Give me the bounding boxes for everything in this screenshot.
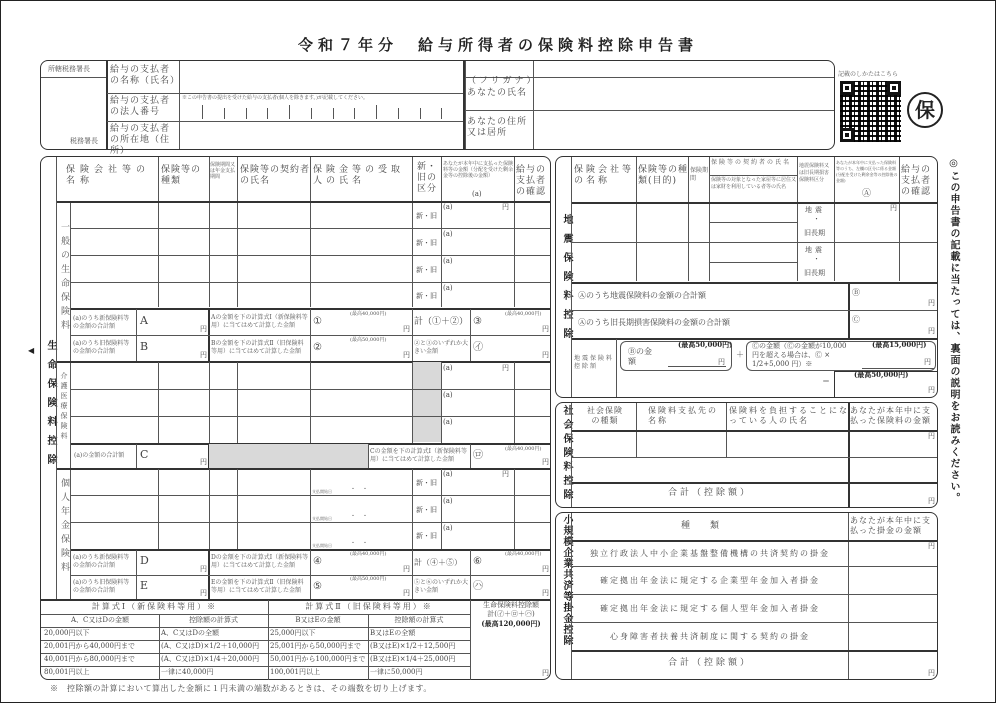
pension-label: 個人年金保険料 <box>59 478 69 576</box>
yen-unit: 円 <box>200 589 207 597</box>
eq-category-1[interactable]: 地震 <box>805 206 825 214</box>
formula-cell: (B又はE)×1/2＋12,500円 <box>370 642 456 650</box>
your-address-label: あなたの住所又は居所 <box>467 117 528 138</box>
insurance-stamp-icon: 保 <box>907 92 943 128</box>
yen-unit: 円 <box>928 542 935 550</box>
your-name-label: あなたの氏名 <box>467 88 528 98</box>
max-label: (最高40,000円) <box>350 311 387 317</box>
furigana-input[interactable] <box>535 62 833 77</box>
max-label: (最高40,000円) <box>505 551 542 557</box>
pay-start-label: 支払開始日 <box>312 543 332 548</box>
payer-corp-no-input[interactable] <box>180 102 462 120</box>
yen-unit: 円 <box>200 565 207 573</box>
col-header-recipient: 保険金等の受取人の氏名 <box>313 165 405 186</box>
circle-i: ㋑ <box>473 342 483 353</box>
payer-name-input[interactable] <box>181 62 461 92</box>
formula-2-col2-header: 控除額の計算式 <box>394 616 444 624</box>
a-mark: (a) <box>443 203 453 211</box>
eq-category-2[interactable]: 地震 <box>805 246 825 254</box>
eq-category-dot: ・ <box>813 255 820 263</box>
a-mark-letter: A <box>140 314 149 327</box>
formula-1-col2-header: 控除額の計算式 <box>189 616 238 624</box>
d-calc-label: Dの金額を下の計算式Ⅰ（新保険料等用）に当てはめて計算した金額 <box>211 554 309 569</box>
pay-start-date[interactable]: ・ ・ <box>350 540 369 547</box>
qr-code-icon[interactable] <box>840 81 901 142</box>
circle-ha: ㋩ <box>473 581 483 592</box>
c-calc-label: Ⓒの金額（Ⓒの金額が10,000円を超える場合は、Ⓒ × 1/2+5,000 円）※ <box>752 342 847 368</box>
c-mark-letter: C <box>140 448 150 461</box>
eq-col-header-type: 保険等の種類(目的) <box>638 165 689 186</box>
side-instruction-note: ◎この申告書の記載に当たっては、裏面の説明をお読みください。 <box>948 158 959 504</box>
eq-col-header-insured: 保険等の対象となった家屋等に居住又は家財を利用している者等の氏名 <box>711 177 797 190</box>
e-calc-label: Eの金額を下の計算式Ⅱ（旧保険料等用）に当てはめて計算した金額 <box>211 579 304 594</box>
new-old-7[interactable]: 新・旧 <box>416 532 437 540</box>
c-label: (a)の金額の合計額 <box>74 452 125 459</box>
sb-amount-input-3[interactable] <box>850 596 936 621</box>
formula-cell: 50,001円から100,000円まで <box>270 655 366 663</box>
c-max-label: (最高15,000円) <box>872 340 927 349</box>
new-old-6[interactable]: 新・旧 <box>416 506 437 514</box>
a-mark: (a) <box>443 364 453 372</box>
a-mark: (a) <box>443 230 453 238</box>
eq-col-header-contractor: 保険等の契約者の氏名 <box>711 159 792 166</box>
formula-cell: 25,000円以下 <box>270 629 316 637</box>
larger-5-6-label: ⑤と⑥のいずれか大きい金額 <box>414 579 469 594</box>
yen-unit: 円 <box>403 325 410 333</box>
col-header-period: 保険期間又は年金支払期間 <box>210 162 236 180</box>
life-total-max: (最高120,000円) <box>481 619 541 628</box>
formula-cell: (B又はE)×1/4＋25,000円 <box>370 655 456 663</box>
eq-old-sum-label: Ⓐのうち旧長期損害保険料の金額の合計額 <box>578 318 730 327</box>
payer-corp-no-label: 給与の支払者の法人番号 <box>110 96 171 117</box>
yen-unit: 円 <box>542 458 549 466</box>
sum-1-2-label: 計（①＋②） <box>414 317 469 327</box>
formula-cell: 80,001円以上 <box>44 668 90 676</box>
yen-unit: 円 <box>928 386 935 394</box>
circle-2: ② <box>313 342 322 353</box>
formula-cell: 一律に40,000円 <box>161 668 214 676</box>
a-calc-label: Aの金額を下の計算式Ⅰ（新保険料等用）に当てはめて計算した金額 <box>211 314 308 329</box>
col-header-new-old: 新・旧の区分 <box>416 162 437 194</box>
new-old-1[interactable]: 新・旧 <box>416 212 437 220</box>
d-mark-letter: D <box>140 554 150 567</box>
b-label: (a)のうち旧保険料等の金額の合計額 <box>73 340 130 355</box>
e-mark-letter: E <box>140 579 150 592</box>
sb-item-1: 独立行政法人中小企業基盤整備機構の共済契約の掛金 <box>590 549 830 558</box>
eq-sum-label: Ⓐのうち地震保険料の金額の合計額 <box>578 291 706 300</box>
sb-amount-input-2[interactable] <box>850 568 936 593</box>
eq-col-header-period: 保険期間 <box>690 167 709 182</box>
eq-col-header-amount: あなたが本年中に支払った保険料等のうち、左欄の区分に係る金額(分配を受けた剰余金等の控除後の金額) <box>836 160 898 183</box>
sum-4-5-label: 計（④＋⑤） <box>414 558 462 567</box>
your-address-input[interactable] <box>535 112 833 148</box>
circle-3: ③ <box>473 316 482 327</box>
formula-2-col1-header: B又はEの金額 <box>295 616 341 624</box>
yen-unit: 円 <box>542 325 549 333</box>
b-max-label: (最高50,000円) <box>678 340 733 349</box>
sb-total-label: 合計（控除額） <box>667 658 752 668</box>
col-header-contractor: 保険等の契約者の氏名 <box>240 165 311 186</box>
yen-unit: 円 <box>403 589 410 597</box>
eq-category-2-old[interactable]: 旧長期 <box>804 269 825 277</box>
new-old-4[interactable]: 新・旧 <box>416 292 437 300</box>
yen-unit: 円 <box>403 351 410 359</box>
c-calc-label: Cの金額を下の計算式Ⅰ（新保険料等用）に当てはめて計算した金額 <box>370 448 467 463</box>
a-mark: (a) <box>443 524 453 532</box>
new-old-3[interactable]: 新・旧 <box>416 266 437 274</box>
sb-col-header-amount: あなたが本年中に支払った掛金の金額 <box>850 516 931 535</box>
larger-2-3-label: ②と③のいずれか大きい金額 <box>414 340 469 355</box>
yen-unit: 円 <box>542 669 549 677</box>
tax-office-label-bottom: 税務署長 <box>70 137 98 145</box>
furigana-label: （フリガナ） <box>467 76 539 86</box>
a-mark: (a) <box>443 391 453 399</box>
life-total-formula: 計(㋑＋㋺＋㋩) <box>487 610 535 618</box>
life-total-input[interactable] <box>472 630 548 678</box>
eq-col-header-category: 地震保険料又は旧長期損害保険料区分 <box>799 163 830 183</box>
a-mark: (a) <box>443 257 453 265</box>
a-mark: (a) <box>443 497 453 505</box>
a-label: (a)のうち新保険料等の金額の合計額 <box>73 315 130 330</box>
social-col-header-payee: 保険料支払先の名称 <box>648 406 718 425</box>
social-col-header-amount: あなたが本年中に支払った保険料の金額 <box>850 406 931 425</box>
sb-item-4: 心身障害者扶養共済制度に関する契約の掛金 <box>610 632 810 641</box>
pay-start-label: 支払開始日 <box>312 516 332 521</box>
yen-unit: 円 <box>403 565 410 573</box>
circle-ro: ㋺ <box>473 450 483 461</box>
formula-cell: 20,000円以下 <box>44 629 90 637</box>
formula-cell: 一律に50,000円 <box>370 668 423 676</box>
form-title: 令和７年分 給与所得者の保険料控除申告書 <box>297 36 698 54</box>
col-header-amount-sub: (a) <box>472 190 482 198</box>
yen-unit: 円 <box>502 364 509 372</box>
care-medical-label: 介護医療保険料 <box>60 372 68 442</box>
eq-mark-b: Ⓑ <box>852 288 860 297</box>
pay-start-date[interactable]: ・ ・ <box>350 486 369 493</box>
max-label: (最高40,000円) <box>505 311 542 317</box>
yen-unit: 円 <box>928 299 935 307</box>
e-label: (a)のうち旧保険料等の金額の合計額 <box>73 579 130 594</box>
formula-1-col1-header: A、C又はDの金額 <box>70 616 130 624</box>
circle-6: ⑥ <box>473 556 482 567</box>
pay-start-label: 支払開始日 <box>312 489 332 494</box>
yen-unit: 円 <box>928 497 935 505</box>
social-total-label: 合計（控除額） <box>667 488 752 498</box>
yen-unit: 円 <box>928 669 935 677</box>
max-label: (最高40,000円) <box>505 446 542 452</box>
formula-cell: A、C又はDの全額 <box>161 629 220 637</box>
payer-address-label: 給与の支払者の所在地（住所） <box>110 124 171 156</box>
earthquake-section-label: 地震保険料控除 <box>561 214 572 347</box>
circle-4: ④ <box>313 556 322 567</box>
eq-col-header-confirm: 給与の支払者の確認 <box>901 165 932 197</box>
yen-unit: 円 <box>542 351 549 359</box>
tax-office-label-top: 所轄税務署長 <box>48 65 90 73</box>
shaded-cell <box>209 444 368 468</box>
yen-unit: 円 <box>924 358 931 366</box>
shaded-cell <box>413 362 441 442</box>
yen-unit: 円 <box>928 432 935 440</box>
sb-amount-input-4[interactable] <box>850 624 936 649</box>
tax-office-input[interactable] <box>42 79 104 135</box>
yen-unit: 円 <box>200 458 207 466</box>
social-total-input[interactable] <box>850 484 936 506</box>
max-label: (最高40,000円) <box>350 551 387 557</box>
general-life-label: 一般の生命保険料 <box>59 222 69 334</box>
yen-unit: 円 <box>928 327 935 335</box>
b-mark-letter: B <box>140 340 150 353</box>
max-label: (最高50,000円) <box>350 337 387 343</box>
yen-unit: 円 <box>502 203 509 211</box>
formula-1-title: 計算式Ⅰ（新保険料等用）※ <box>91 602 218 611</box>
eq-total-max: (最高50,000円) <box>854 370 909 379</box>
formula-cell: 25,001円から50,000円まで <box>270 642 361 650</box>
b-calc-label: Bの金額を下の計算式Ⅱ（旧保険料等用）に当てはめて計算した金額 <box>211 340 304 355</box>
yen-unit: 円 <box>200 351 207 359</box>
eq-col-header-company: 保険会社等の名称 <box>574 165 635 186</box>
social-col-header-burden: 保険料を負担することになっている人の氏名 <box>729 406 849 425</box>
payer-address-input[interactable] <box>181 122 461 148</box>
equals-sign: ＝ <box>822 377 830 386</box>
col-header-company: 保険会社等の名称 <box>66 165 151 186</box>
yen-unit: 円 <box>200 325 207 333</box>
your-name-input[interactable] <box>535 79 833 109</box>
plus-sign: ＋ <box>736 350 744 359</box>
life-insurance-section-label: 生命保険料控除 <box>45 340 56 473</box>
formula-cell: B又はEの全額 <box>370 629 416 637</box>
sb-item-2: 確定拠出年金法に規定する企業型年金加入者掛金 <box>600 576 820 585</box>
sb-total-input[interactable] <box>850 652 936 678</box>
yen-unit: 円 <box>718 358 725 366</box>
eq-category-dot: ・ <box>813 215 820 223</box>
yen-unit: 円 <box>502 470 509 478</box>
life-total-label: 生命保険料控除額 <box>483 601 539 609</box>
a-mark: (a) <box>443 470 453 478</box>
yen-unit: 円 <box>542 589 549 597</box>
circle-5: ⑤ <box>313 581 322 592</box>
a-mark: (a) <box>443 284 453 292</box>
yen-unit: 円 <box>890 204 897 212</box>
qr-caption: 記載のしかたはこちら <box>838 71 899 78</box>
formula-cell: (A、C又はD)×1/2＋10,000円 <box>161 642 260 650</box>
footnote: ※ 控除額の計算において算出した金額に１円未満の端数があるときは、その端数を切り上げます。 <box>50 684 432 693</box>
sb-amount-input-1[interactable] <box>850 542 936 565</box>
b-amount-label: Ⓑの金額 <box>628 347 652 366</box>
eq-col-header-amount-sub: Ⓐ <box>862 189 872 199</box>
new-old-5[interactable]: 新・旧 <box>416 479 437 487</box>
social-insurance-section-label: 社会保険料控除 <box>561 405 572 503</box>
yen-unit: 円 <box>542 565 549 573</box>
formula-2-title: 計算式Ⅱ（旧保険料等用）※ <box>305 602 433 611</box>
social-col-header-type: 社会保険の種類 <box>587 406 623 425</box>
formula-cell: (A、C又はD)×1/4＋20,000円 <box>161 655 260 663</box>
a-mark: (a) <box>443 418 453 426</box>
payer-corp-no-note: ※この申告書の提出を受けた給与の支払者(個人を除きます。)が記載してください。 <box>182 95 369 101</box>
max-label: (最高50,000円) <box>350 576 387 582</box>
col-header-type: 保険等の種類 <box>161 165 202 186</box>
formula-cell: 100,001円以上 <box>270 668 320 676</box>
formula-cell: 20,001円から40,000円まで <box>44 642 135 650</box>
sb-col-header-type: 種類 <box>680 521 739 531</box>
d-label: (a)のうち新保険料等の金額の合計額 <box>73 554 130 569</box>
formula-cell: 40,001円から80,000円まで <box>44 655 135 663</box>
col-header-amount: あなたが本年中に支払った保険料等の金額（分配を受けた剰余金等の控除後の金額） <box>443 161 514 179</box>
new-old-2[interactable]: 新・旧 <box>416 239 437 247</box>
col-header-confirm: 給与の支払者の確認 <box>516 165 547 197</box>
pay-start-date[interactable]: ・ ・ <box>350 513 369 520</box>
eq-mark-c: Ⓒ <box>852 315 860 324</box>
payer-name-label: 給与の支払者の名称（氏名） <box>110 65 181 86</box>
arrow-icon: ◀ <box>28 345 36 355</box>
small-business-section-label: 小規模企業共済等掛金控除 <box>561 514 572 646</box>
eq-category-1-old[interactable]: 旧長期 <box>804 229 825 237</box>
eq-deduction-label: 地震保険料控除額 <box>574 355 615 370</box>
circle-1: ① <box>313 316 322 327</box>
sb-item-3: 確定拠出年金法に規定する個人型年金加入者掛金 <box>600 604 820 613</box>
